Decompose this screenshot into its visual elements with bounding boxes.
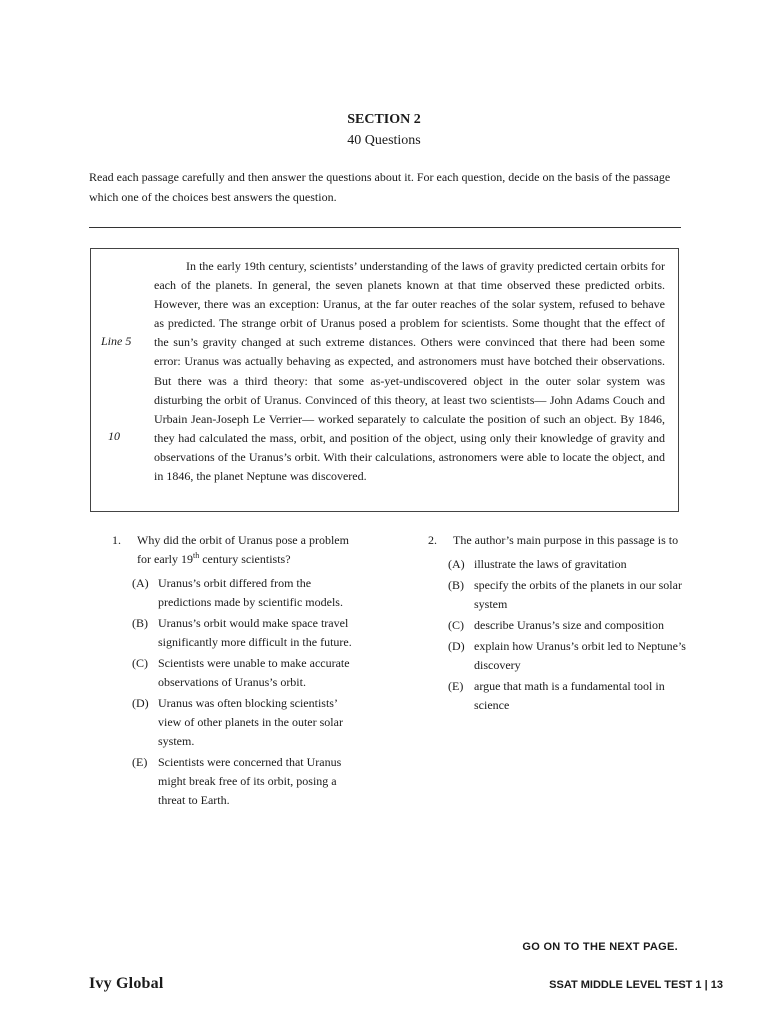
question-stem-part: Why did the orbit of Uranus pose a problem for early 19 (137, 533, 349, 566)
answer-choice[interactable] (448, 637, 688, 675)
answer-choice[interactable] (132, 753, 362, 810)
choice-text: illustrate the laws of gravitation (474, 557, 627, 571)
choice-label: (C) (448, 618, 464, 632)
answer-choice[interactable] (448, 576, 688, 614)
passage-text: In the early 19th century, scientists’ understanding of the laws of gravity predicted certain orbits for each of the planets. In general, the seven planets known at that time observed these predicted orbits. However, there was an exception: Uranus, at the far outer reaches of the solar system, refused to behave as predicted. The strange orbit of Uranus posed a problem for scientists. Some thought that the effect of the sun’s gravity changed at such extreme distances. Others were convinced that there had been some error: Uranus was actually behaving as expected, and astronomers must have botched their observations. But there was a third theory: that some as-yet-undiscovered object in the outer solar system was disturbing the orbit of Uranus. Convinced of this theory, at least two scientists— John Adams Couch and Urbain Jean-Joseph Le Verrier— worked separately to calculate the position of such an object. By 1846, they had calculated the mass, orbit, and position of the object, using only their knowledge of gravity and observations of the Uranus’s orbit. With their calculations, astronomers were able to locate the object, and in 1846, the planet Neptune was discovered. (154, 259, 665, 484)
choice-label: (B) (448, 578, 464, 592)
page-number: 13 (710, 979, 723, 991)
answer-choice[interactable] (132, 694, 362, 751)
choice-label: (D) (448, 639, 465, 653)
answer-choice[interactable] (132, 654, 362, 692)
answer-choice[interactable] (448, 677, 688, 715)
passage-box (90, 248, 679, 512)
choice-text: explain how Uranus’s orbit led to Neptune’s discovery (474, 639, 686, 672)
choice-text: Scientists were unable to make accurate observations of Uranus’s orbit. (158, 656, 350, 689)
choice-text: Scientists were concerned that Uranus might break free of its orbit, posing a threat to Earth. (158, 755, 342, 807)
superscript: th (192, 551, 200, 560)
choice-text: Uranus’s orbit would make space travel significantly more difficult in the future. (158, 616, 352, 649)
choice-text: specify the orbits of the planets in our solar system (474, 578, 682, 611)
instructions: Read each passage carefully and then answer the questions about it. For each question, decide on the basis of the passage which one of the choices best answers the question. (89, 170, 671, 204)
choice-text: Uranus’s orbit differed from the predictions made by scientific models. (158, 576, 343, 609)
choice-label: (A) (132, 576, 149, 590)
section-title: SECTION 2 (347, 112, 421, 127)
line-number-5: Line 5 (101, 334, 132, 348)
question-stem-part: century scientists? (199, 552, 291, 566)
answer-choice[interactable] (448, 616, 688, 635)
line-number-10: 10 (108, 429, 120, 443)
page-footer (549, 979, 723, 991)
choice-text: Uranus was often blocking scientists’ view of other planets in the outer solar system. (158, 696, 343, 748)
question-stem: The author’s main purpose in this passage is to (453, 533, 679, 547)
divider (89, 227, 681, 228)
choice-text: argue that math is a fundamental tool in science (474, 679, 665, 712)
page-separator: | (704, 979, 708, 991)
answer-choice[interactable] (132, 574, 362, 612)
question-2 (428, 531, 688, 717)
question-count: 40 Questions (347, 133, 421, 148)
test-label: SSAT MIDDLE LEVEL TEST 1 (549, 979, 702, 991)
choice-label: (E) (132, 755, 148, 769)
question-number: 1. (112, 533, 121, 547)
choice-label: (C) (132, 656, 148, 670)
choice-label: (D) (132, 696, 149, 710)
choice-text: describe Uranus’s size and composition (474, 618, 664, 632)
choice-label: (B) (132, 616, 148, 630)
choice-label: (A) (448, 557, 465, 571)
question-number: 2. (428, 533, 437, 547)
answer-choice[interactable] (448, 555, 688, 574)
brand-logo: Ivy Global (89, 975, 164, 992)
question-stem (137, 531, 362, 569)
choice-label: (E) (448, 679, 464, 693)
answer-choice[interactable] (132, 614, 362, 652)
question-1 (112, 531, 362, 812)
next-page-notice: GO ON TO THE NEXT PAGE. (522, 941, 678, 953)
